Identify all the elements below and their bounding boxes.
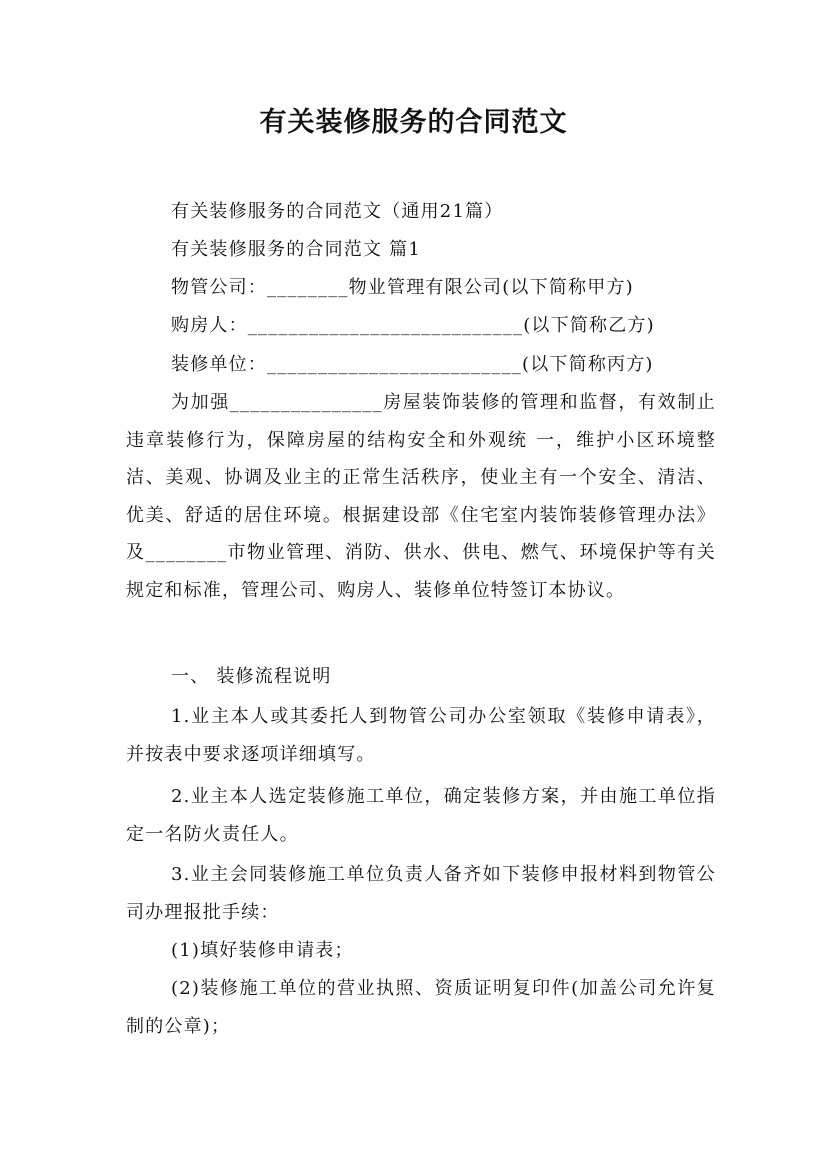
document-title: 有关装修服务的合同范文 <box>259 107 568 138</box>
step-1-paragraph: 1.业主本人或其委托人到物管公司办公室领取《装修申请表》，并按表中要求逐项详细填写。 <box>126 706 716 765</box>
subtitle-line: 有关装修服务的合同范文（通用21篇） <box>171 201 504 222</box>
step-3-paragraph: 3.业主会同装修施工单位负责人备齐如下装修申报材料到物管公司办理报批手续： <box>126 864 716 923</box>
party-b-line: 购房人：___________________________(以下简称乙方) <box>171 315 655 336</box>
chapter-heading: 有关装修服务的合同范文 篇1 <box>171 239 421 260</box>
material-item-1: (1)填好装修申请表； <box>171 940 354 961</box>
party-c-line: 装修单位：_________________________(以下简称丙方) <box>171 354 654 375</box>
party-a-line: 物管公司：________物业管理有限公司(以下简称甲方) <box>171 277 634 298</box>
step-2-paragraph: 2.业主本人选定装修施工单位，确定装修方案，并由施工单位指定一名防火责任人。 <box>126 786 716 845</box>
material-item-2: (2)装修施工单位的营业执照、资质证明复印件(加盖公司允许复制的公章)； <box>126 978 716 1037</box>
preamble-paragraph: 为加强_______________房屋装饰装修的管理和监督，有效制止违章装修行为，保障房屋的结构安全和外观统 一，维护小区环境整洁、美观、协调及业主的正常生活秩序，使业主有一个安全、清洁、优美、舒适的居住环境。根据建设部《住宅室内装饰装修管理办法》及________市物业管理、消防、供水、供电、燃气、环境保护等有关规定和标准，管理公司、购房人、装修单位特签订本协议。 <box>126 392 716 601</box>
section-heading: 一、 装修流程说明 <box>171 666 332 687</box>
